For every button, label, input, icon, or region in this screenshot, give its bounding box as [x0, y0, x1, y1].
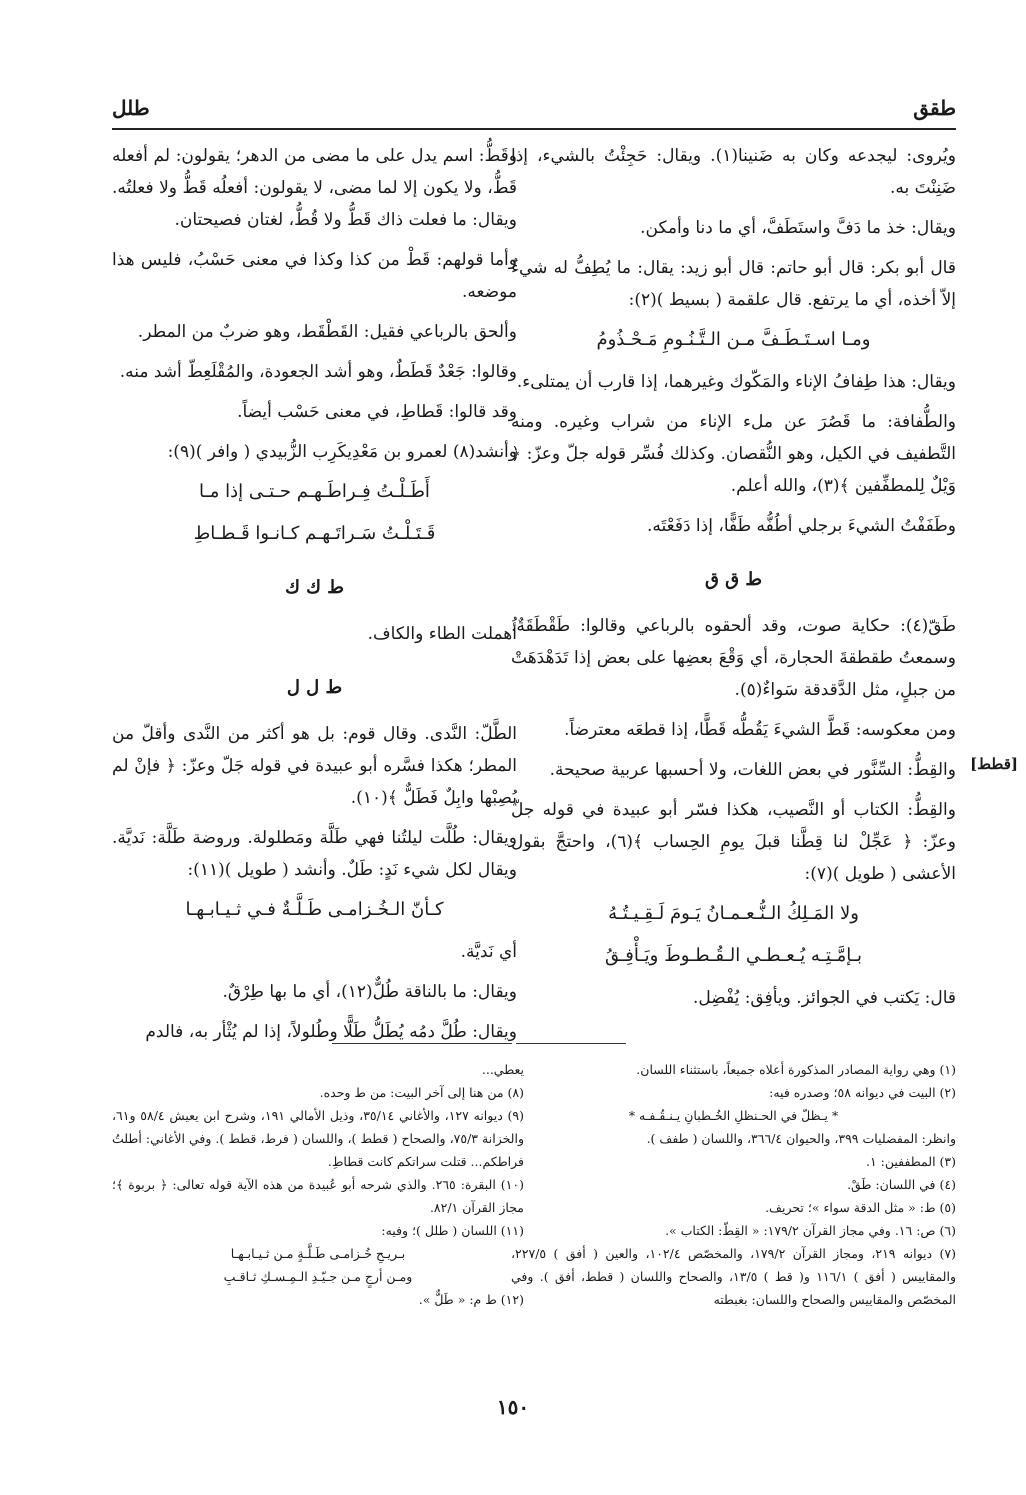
paragraph: ويقال: طُلَّت ليلتُنا فهي طَلَّة ومَطلولة. وروضة طَلَّة: نَديَّة. ويقال لكل شيء نَدٍ: طَلٌ. وأنشد ( طويل )(١١):	[112, 828, 517, 880]
paragraph: والقِطُّ: الكتاب أو النَّصيب، هكذا فسّر أبو عبيدة في قوله جلّ وعزّ: ﴿ عَجِّلْ لنا قِطَّنا قبلَ يومِ الحِساب ﴾(٦)، واحتجَّ بقول الأعشى ( طويل )(٧):	[511, 800, 956, 884]
footnote-rule	[516, 1043, 626, 1044]
footnote-verse: * يـظلّ في الحـنظلِ الخُـطبانِ يـنـقُـفـه *	[628, 1108, 839, 1123]
paragraph: والطُّفافة: ما قَصُرَ عن ملء الإناء من شراب وغيره. ومنه التَّطفيف في الكيل، وهو النُّقصان. وكذلك فُسِّر قوله جلّ وعزّ: ﴿ وَيْلٌ لِلمطفِّفين ﴾(٣)، والله أعلم.	[511, 412, 956, 496]
paragraph: قال: يَكتب في الجوائز. ويأفِق: يُفْضِل.	[692, 988, 956, 1008]
verse-line: ولا المَـلِكُ الـنُّـعـمـانُ يَـومَ لَـقِـيـتُـهُ	[608, 903, 859, 924]
paragraph: قال أبو بكر: قال أبو حاتم: قال أبو زيد: يقال: ما يُطِفُّ له شيءٌ إلاّ أخذه، أي ما يرتفع. قال علقمة ( بسيط )(٢):	[511, 258, 956, 310]
paragraph: والقِطُّ: السِّنَّور في بعض اللغات، ولا أحسبها عربية صحيحة.	[549, 760, 956, 780]
verse-line: كـأنّ الـخُـزامـى طَـلَّـةٌ فـي ثـيـابـهـا	[185, 899, 444, 920]
footnote: وانظر: المفضليات ٣٩٩، والحيوان ٣٦٦/٤، واللسان ( طفف ).	[646, 1131, 956, 1146]
footnote: (٤) في اللسان: طَقْ.	[847, 1177, 956, 1192]
header-rule	[112, 128, 956, 130]
section-heading: ط ق ق	[704, 569, 763, 590]
footnote: (٩) ديوانه ١٢٧، والأغاني ٣٥/١٤، وذيل الأمالي ١٩١، وشرح ابن يعيش ٥٨/٤ و٦١، والخزانة ٧٥/٣، والصحاح ( قطط )، واللسان ( فرط، قطط ). وفي الأغاني: أطلتُ فراطكم... قتلت سراتكم كانت قطاطِ.	[112, 1108, 525, 1169]
footnote: (٧) ديوانه ٢١٩، ومجاز القرآن ١٧٩/٢، والمخصّص ١٠٢/٤، والعين ( أفق ) ٢٢٧/٥، والمقاييس ( أفق ) ١١٦/١ و( قط ) ١٣/٥، والصحاح واللسان ( قطط، أفق ). وفي المخصّص والمقاييس والصحاح واللسان: بغبطته	[511, 1246, 957, 1307]
footnote: (١١) اللسان ( طلل )؛ وفيه:	[381, 1223, 524, 1238]
running-header-left: طلل	[112, 96, 150, 120]
footnote-verse: ومـن أرجٍ مـن جـيّـدِ الـمِـسـكِ ثـاقـبِ	[223, 1269, 413, 1284]
footnote: (٦) ص: ١٦. وفي مجاز القرآن ١٧٩/٢: « القِطّ: الكتاب ».	[665, 1223, 956, 1238]
paragraph: ويُروى: ليجدعه وكان به ضَنينا(١). ويقال: حَجِئْتُ بالشيء، إذا ضَنِنْتَ به.	[511, 146, 956, 198]
footnote: (٣) المطففين: ١.	[865, 1154, 956, 1169]
paragraph: أي نَديَّة.	[460, 942, 517, 962]
paragraph: وقد قالوا: قَطاطِ، في معنى حَسْب أيضاً.	[237, 402, 517, 422]
paragraph: ويقال: طُلَّ دمُه يُطَلُّ طَلًّا وطُلولاً، إذا لم يُثْأر به، فالدم	[145, 1022, 517, 1042]
right-column	[511, 140, 956, 1022]
paragraph: الطَّلّ: النَّدى. وقال قوم: بل هو أكثر من النَّدى وأقلّ من المطر؛ هكذا فسَّره أبو عبيدة في قوله جَلّ وعزّ: ﴿ فإنْ لم يُصِبْها وابِلٌ فَطَلٌّ ﴾(١٠).	[112, 724, 517, 808]
margin-root-note: [قطط]	[970, 755, 1018, 773]
footnote-rule	[332, 1043, 512, 1044]
footnote: (٨) من هنا إلى آخر البيت: من ط وحده.	[319, 1085, 524, 1100]
paragraph: وقَطُّ: اسم يدل على ما مضى من الدهر؛ يقولون: لم أفعله قَطُّ، ولا يكون إلا لما مضى، لا يقولون: أفعلُه قَطُّ ولا فعلتُه. ويقال: ما فعلت ذاك قَطُّ ولا قُطُّ، لغتان فصيحتان.	[112, 146, 517, 230]
page-number: ١٥٠	[496, 1395, 530, 1419]
paragraph: وطَفَفْتُ الشيءَ برجلي أطُفُّه طَفًّا، إذا دَفَعْتَه.	[646, 516, 956, 536]
paragraph: وأما قولهم: قَطْ من كذا وكذا في معنى حَسْبُ، فليس هذا موضعه.	[112, 250, 517, 302]
paragraph: وأنشد(٨) لعمرو بن مَعْدِيكَرِب الزُّبيدي ( وافر )(٩):	[167, 442, 517, 462]
footnotes-right	[511, 1058, 956, 1311]
verse-line: بـإمَّـتِـه يُـعـطـي الـقُـطـوطَ ويَـأْفِـقُ	[605, 945, 862, 966]
footnote: (١٢) ط م: « طَلٌّ ».	[418, 1292, 524, 1307]
footnotes-left	[112, 1058, 524, 1311]
paragraph: ويقال: هذا طِفافُ الإناء والمَكّوك وغيرهما، إذا قارب أن يمتلىء.	[516, 372, 956, 392]
paragraph: ويقال: ما بالناقة طُلٌّ(١٢)، أي ما بها طِرْقٌ.	[222, 982, 517, 1002]
footnote: (٥) ط: « مثل الدقة سواء »؛ تحريف.	[765, 1200, 956, 1215]
paragraph: وقالوا: جَعْدٌ قَطَطٌ، وهو أشد الجعودة، والمُقْلَعِطّ أشد منه.	[119, 362, 517, 382]
running-header-right: طقق	[913, 96, 956, 120]
paragraph: وألحق بالرباعي فقيل: القَطْقَط، وهو ضربٌ من المطر.	[137, 322, 517, 342]
section-heading: ط ل ل	[286, 677, 343, 698]
verse-line: أَطَـلْـتُ فِـراطَـهـم حـتـى إذا مـا	[199, 481, 430, 502]
footnote: (١) وهي رواية المصادر المذكورة أعلاه جميعاً، باستثناء اللسان.	[636, 1062, 956, 1077]
footnote-verse: بـريـحِ خُـزامـى طَـلَّـةٍ مـن ثـيـابـهـا	[230, 1246, 406, 1261]
paragraph: طَقّ(٤): حكاية صوت، وقد ألحقوه بالرباعي وقالوا: طَقْطَقَةٌ. وسمعتُ طقطقةَ الحجارة، أي وَقْعَ بعضِها على بعض إذا تَدَهْدَهَتْ من جبلٍ، مثل الدَّقدقة سَواءٌ(٥).	[511, 616, 956, 700]
left-column	[112, 140, 517, 1056]
section-heading: ط ك ك	[285, 577, 344, 598]
footnote: يعطي...	[481, 1062, 524, 1077]
paragraph: ويقال: خذ ما دَفَّ واستَطَفَّ، أي ما دنا وأمكن.	[640, 218, 956, 238]
paragraph: ومن معكوسه: قَطَّ الشيءَ يَقُطُّه قَطًّا، إذا قطعَه معترضاً.	[564, 720, 956, 740]
verse-line: قَـتَـلْـتُ سَـراتَـهـم كـانـوا قَـطـاطِ	[193, 523, 436, 544]
footnote: (١٠) البقرة: ٢٦٥. والذي شرحه أبو عُبيدة من هذه الآية قوله تعالى: ﴿ بربوة ﴾؛ مجاز القرآن ٨٢/١.	[112, 1177, 524, 1215]
footnote: (٢) البيت في ديوانه ٥٨؛ وصدره فيه:	[769, 1085, 956, 1100]
paragraph: أُهملت الطاء والكاف.	[367, 624, 517, 644]
verse-line: ومـا اسـتَـطَـفَّ مـن الـتَّـنُـومِ مَـحْـذُومُ	[596, 329, 871, 350]
